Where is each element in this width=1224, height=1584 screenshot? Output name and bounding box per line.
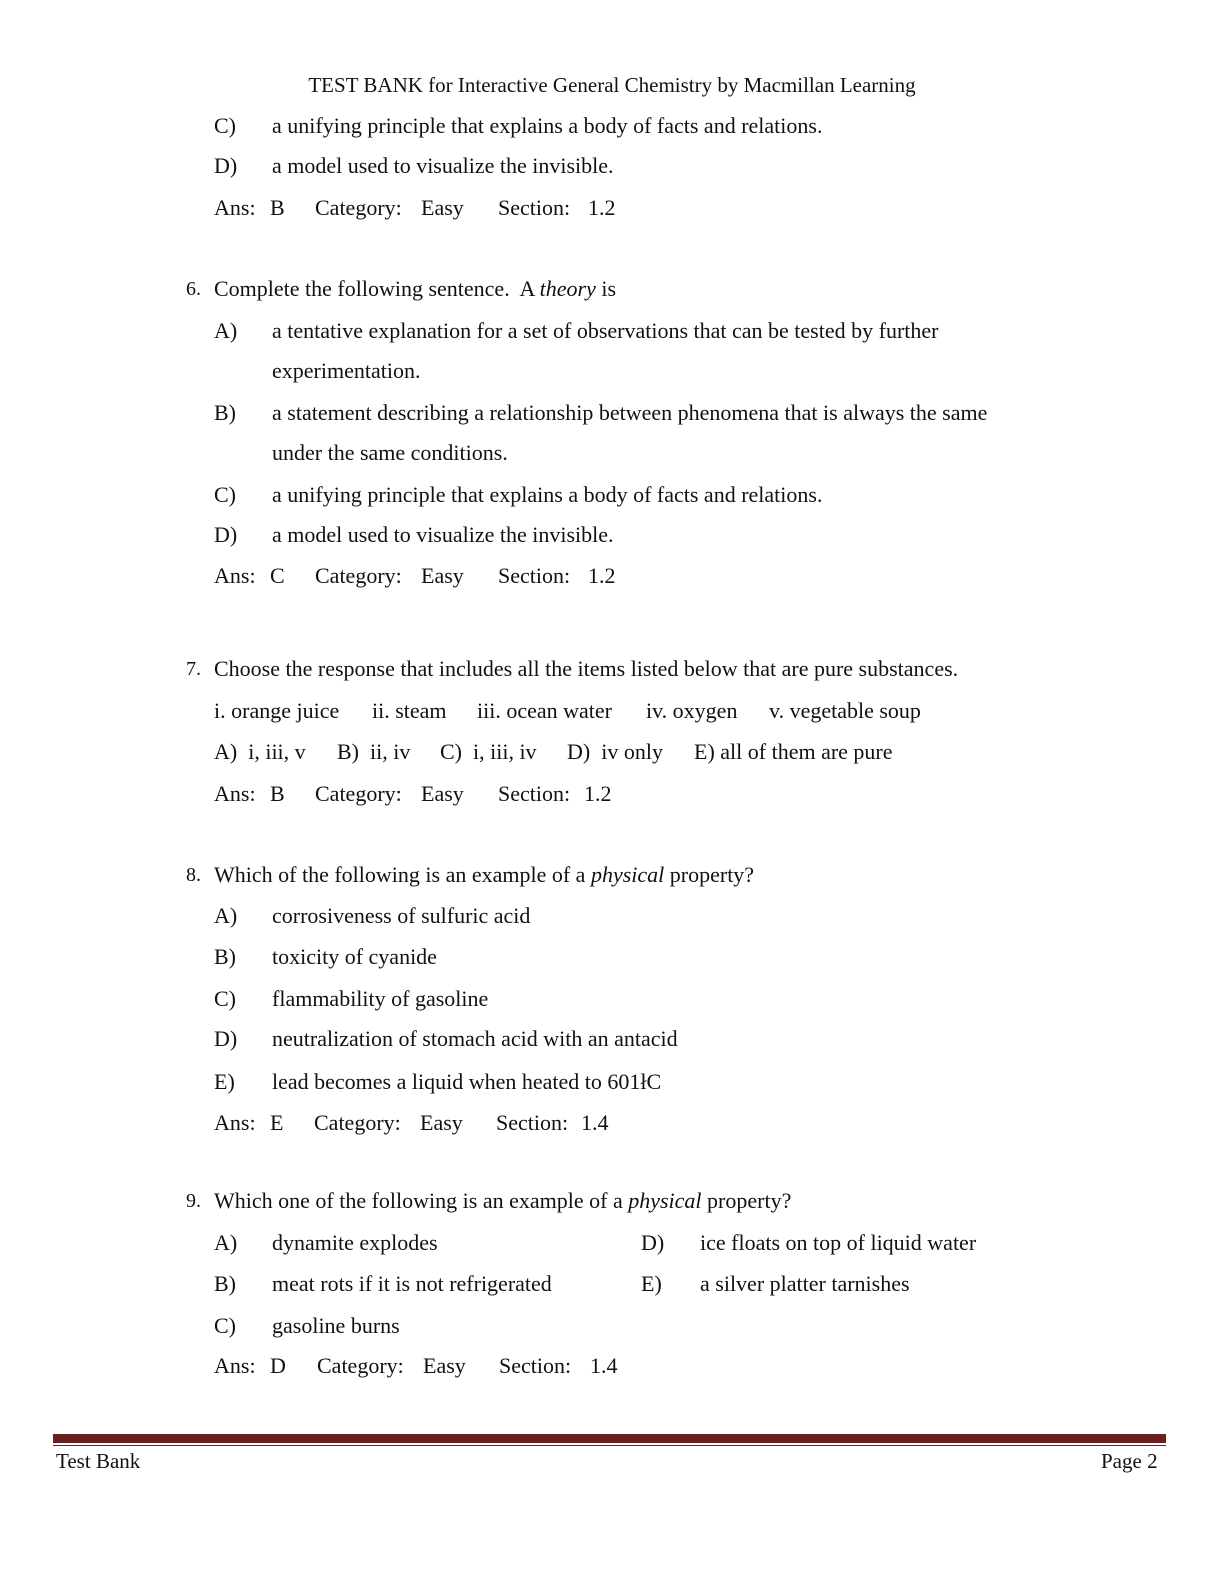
question-number: 8. [186,864,201,886]
category-value: Easy [421,195,464,220]
stem-emphasis: physical [628,1188,702,1213]
option-letter: B) [214,944,236,969]
answer-label: Ans: [214,563,256,588]
answer-value: D [270,1353,286,1378]
option-letter: D) [214,1026,238,1051]
option-text: a silver platter tarnishes [700,1271,910,1296]
stem-emphasis: theory [539,276,596,301]
option-text: toxicity of cyanide [272,944,437,969]
option-text: corrosiveness of sulfuric acid [272,903,531,928]
option-letter: A) [214,318,238,343]
item: iii. ocean water [477,698,612,723]
category-value: Easy [423,1353,466,1378]
stem-text: Complete the following sentence. A [214,276,540,301]
answer-value: C [270,563,285,588]
option-letter: A) [214,1230,238,1255]
option-letter: B) [214,400,236,425]
answer-label: Ans: [214,195,256,220]
section-label: Section: [499,1353,572,1378]
question-stem [214,278,616,300]
stem-emphasis: physical [590,862,665,887]
option-text: a unifying principle that explains a body of facts and relations. [272,113,823,138]
category-value: Easy [420,1110,463,1135]
category-value: Easy [421,563,464,588]
section-value: 1.2 [588,195,616,220]
question-number: 9. [186,1190,201,1212]
section-value: 1.2 [584,781,612,806]
option-letter: D) [641,1230,665,1255]
category-label: Category: [315,195,402,220]
question-number: 7. [186,658,201,680]
option-text: a model used to visualize the invisible. [272,153,614,178]
option-text: ice floats on top of liquid water [700,1230,977,1255]
section-label: Section: [498,195,571,220]
page-header-title: TEST BANK for Interactive General Chemistry by Macmillan Learning [308,73,916,97]
answer-value: B [270,781,285,806]
option-letter: C) [214,986,236,1011]
option-text: meat rots if it is not refrigerated [272,1271,552,1296]
answer-label: Ans: [214,781,256,806]
section-value: 1.4 [590,1353,618,1378]
answer-value: B [270,195,285,220]
item: iv. oxygen [646,698,738,723]
section-value: 1.2 [588,563,616,588]
choice: D) iv only [567,739,663,764]
section-label: Section: [498,563,571,588]
question-stem: Choose the response that includes all the items listed below that are pure substances. [214,656,959,681]
stem-text: property? [664,862,755,887]
choice: B) ii, iv [337,739,411,764]
answer-label: Ans: [214,1110,256,1135]
option-letter: D) [214,153,238,178]
section-label: Section: [498,781,571,806]
footer-rule-thick [53,1434,1166,1443]
choice: A) i, iii, v [214,739,306,764]
page-number: Page 2 [1101,1449,1158,1473]
category-label: Category: [315,563,402,588]
category-label: Category: [315,781,402,806]
option-text: a tentative explanation for a set of observations that can be tested by further [272,318,939,343]
item: ii. steam [372,698,447,723]
option-letter: E) [214,1069,235,1094]
choice: E) all of them are pure [694,739,893,764]
option-letter: C) [214,113,236,138]
option-text: lead becomes a liquid when heated to 601łC [272,1069,662,1094]
question-number: 6. [186,278,201,300]
stem-text: Which one of the following is an example of a [214,1188,629,1213]
section-value: 1.4 [581,1110,609,1135]
option-text-continued: experimentation. [272,358,421,383]
option-text: flammability of gasoline [272,986,489,1011]
category-label: Category: [317,1353,404,1378]
option-text: a model used to visualize the invisible. [272,522,614,547]
stem-text: Which of the following is an example of a [214,862,591,887]
category-label: Category: [314,1110,401,1135]
option-text: neutralization of stomach acid with an antacid [272,1026,678,1051]
section-label: Section: [496,1110,569,1135]
option-letter: B) [214,1271,236,1296]
item: i. orange juice [214,698,340,723]
option-letter: D) [214,522,238,547]
answer-label: Ans: [214,1353,256,1378]
choice: C) i, iii, iv [440,739,537,764]
option-letter: E) [641,1271,662,1296]
option-letter: C) [214,1313,236,1338]
category-value: Easy [421,781,464,806]
option-text-continued: under the same conditions. [272,440,508,465]
footer-left-label: Test Bank [56,1449,141,1473]
question-stem [214,1190,791,1212]
option-text: a unifying principle that explains a body of facts and relations. [272,482,823,507]
question-stem [214,864,754,886]
footer-rule-thin [53,1445,1166,1446]
option-text: dynamite explodes [272,1230,438,1255]
option-text: gasoline burns [272,1313,400,1338]
option-letter: A) [214,903,238,928]
stem-text: is [595,276,617,301]
option-text: a statement describing a relationship between phenomena that is always the same [272,400,988,425]
answer-value: E [270,1110,284,1135]
item: v. vegetable soup [769,698,921,723]
option-letter: C) [214,482,236,507]
stem-text: property? [701,1188,792,1213]
